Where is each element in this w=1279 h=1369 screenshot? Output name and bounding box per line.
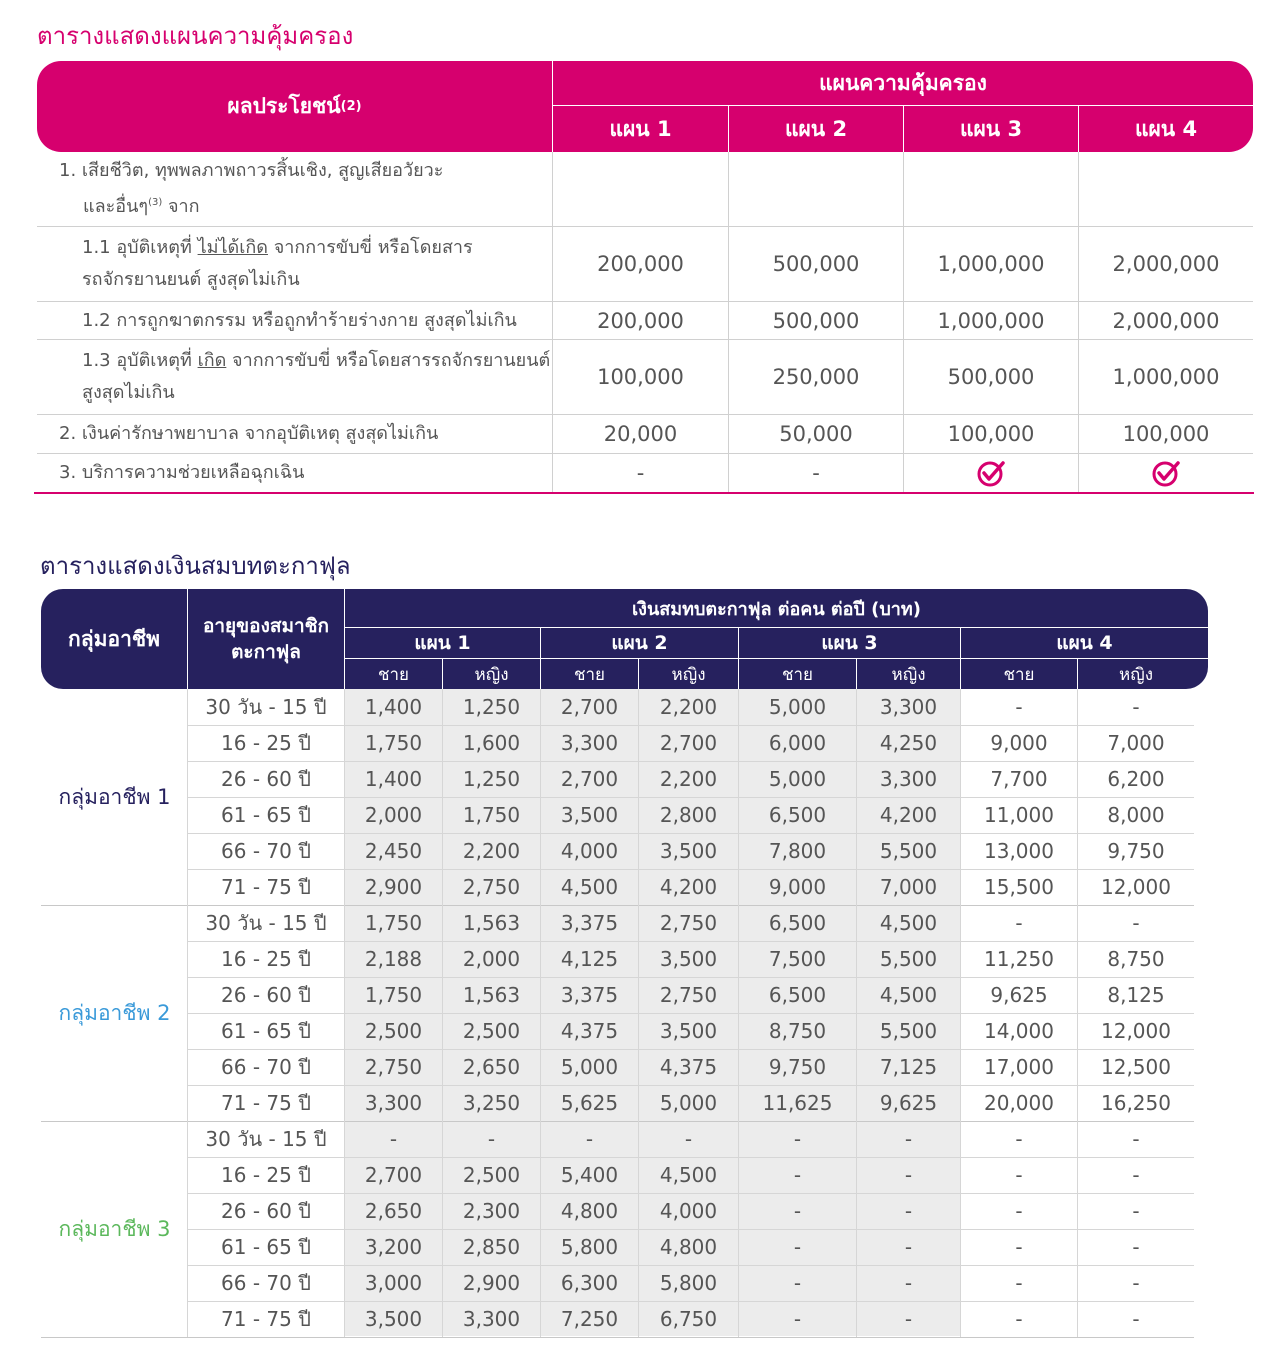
- premium-row: [188, 1301, 1194, 1337]
- premium-value: 4,500: [560, 875, 619, 899]
- premium-value: 6,750: [659, 1307, 718, 1331]
- age-range: 16 - 25 ปี: [221, 731, 311, 755]
- premium-value: 5,000: [768, 767, 827, 791]
- premium-plan-header-3: แผน 3: [821, 632, 878, 654]
- coverage-row-label: 1.2 การถูกฆาตกรรม หรือถูกทำร้ายร่างกาย สูงสุดไม่เกิน: [82, 309, 517, 331]
- premium-value: 2,700: [364, 1163, 423, 1187]
- premium-value: 4,375: [560, 1019, 619, 1043]
- premium-value: 11,250: [984, 947, 1054, 971]
- coverage-value: 100,000: [597, 365, 684, 389]
- premium-value: 11,000: [984, 803, 1054, 827]
- premium-row: [188, 689, 1194, 725]
- premium-value: 3,300: [364, 1091, 423, 1115]
- premium-value: -: [684, 1127, 693, 1151]
- premium-value: 5,000: [768, 695, 827, 719]
- premium-value: -: [1015, 1307, 1023, 1331]
- premium-value: 2,188: [364, 947, 423, 971]
- premium-value: -: [1132, 911, 1140, 935]
- premium-plan-header-4: แผน 4: [1056, 632, 1113, 654]
- premium-value: 5,000: [659, 1091, 718, 1115]
- premium-row: [188, 869, 1194, 905]
- age-range: 30 วัน - 15 ปี: [205, 911, 327, 935]
- coverage-row: [37, 302, 1253, 340]
- premium-value: 1,600: [462, 731, 521, 755]
- age-range: 16 - 25 ปี: [221, 947, 311, 971]
- coverage-value: 250,000: [772, 365, 860, 389]
- premium-value: 3,500: [364, 1307, 423, 1331]
- premium-value: 2,200: [659, 767, 718, 791]
- premium-value: -: [904, 1307, 913, 1331]
- plan-header-4: แผน 4: [1134, 116, 1198, 141]
- premium-value: 7,000: [879, 875, 938, 899]
- age-range: 30 วัน - 15 ปี: [205, 1127, 327, 1151]
- premium-value: 2,300: [462, 1199, 521, 1223]
- premium-value: 7,700: [990, 767, 1048, 791]
- coverage-row-label: 1.3 อุบัติเหตุที่ เกิด จากการขับขี่ หรือโดยสารรถจักรยานยนต์ สูงสุดไม่เกิน: [82, 350, 551, 403]
- coverage-value: 1,000,000: [1112, 365, 1220, 389]
- premium-value: 2,850: [462, 1235, 521, 1259]
- premium-value: -: [793, 1163, 802, 1187]
- premium-value: 6,200: [1107, 767, 1165, 791]
- age-range: 71 - 75 ปี: [221, 1091, 311, 1115]
- premium-value: 1,250: [462, 767, 521, 791]
- premium-value: 13,000: [984, 839, 1054, 863]
- premium-value: -: [1015, 1199, 1023, 1223]
- premium-plan-header-2: แผน 2: [611, 632, 668, 654]
- premium-value: 5,400: [560, 1163, 619, 1187]
- premium-row: [188, 1013, 1194, 1049]
- premium-value: 4,500: [879, 983, 938, 1007]
- premium-value: 2,200: [659, 695, 718, 719]
- age-range: 30 วัน - 15 ปี: [205, 695, 327, 719]
- premium-value: 2,700: [560, 767, 619, 791]
- premium-value: -: [793, 1199, 802, 1223]
- plan-header-3: แผน 3: [959, 116, 1023, 141]
- amount-header: เงินสมทบตะกาฟุล ต่อคน ต่อปี (บาท): [632, 598, 921, 620]
- premium-row: [188, 1157, 1194, 1193]
- premium-value: 2,900: [364, 875, 423, 899]
- sex-header-female: หญิง: [671, 664, 706, 685]
- coverage-value: 200,000: [597, 252, 684, 276]
- coverage-value: 2,000,000: [1112, 308, 1220, 333]
- premium-row: [188, 977, 1194, 1013]
- premium-value: 7,800: [768, 839, 827, 863]
- premium-value: 7,500: [768, 947, 827, 971]
- age-range: 26 - 60 ปี: [221, 767, 311, 791]
- premium-value: 2,900: [462, 1271, 521, 1295]
- premium-table-title: ตารางแสดงเงินสมบทตะกาฟุล: [40, 552, 351, 580]
- sex-header-male: ชาย: [573, 664, 606, 685]
- premium-value: 2,450: [364, 839, 423, 863]
- coverage-table-title: ตารางแสดงแผนความคุ้มครอง: [37, 22, 354, 50]
- premium-value: -: [904, 1271, 913, 1295]
- premium-row: [188, 1229, 1194, 1265]
- premium-value: 4,500: [659, 1163, 718, 1187]
- premium-value: 9,625: [990, 983, 1048, 1007]
- premium-value: 3,300: [462, 1307, 521, 1331]
- premium-value: 8,125: [1107, 983, 1165, 1007]
- premium-value: 4,200: [879, 803, 938, 827]
- premium-value: 4,500: [879, 911, 938, 935]
- premium-value: 2,500: [462, 1019, 521, 1043]
- group-header: กลุ่มอาชีพ: [68, 626, 160, 651]
- premium-row: [188, 725, 1194, 761]
- premium-value: 2,750: [659, 911, 718, 935]
- premium-row: [188, 1085, 1194, 1121]
- coverage-value: 500,000: [947, 365, 1035, 389]
- premium-value: 17,000: [984, 1055, 1054, 1079]
- premium-value: -: [1015, 1271, 1023, 1295]
- coverage-row: [37, 340, 1253, 415]
- coverage-value: 20,000: [603, 422, 678, 446]
- premium-value: 8,000: [1107, 803, 1165, 827]
- premium-row: [188, 761, 1194, 797]
- premium-value: 4,800: [560, 1199, 619, 1223]
- premium-value: -: [1132, 1127, 1140, 1151]
- coverage-row-label: 3. บริการความช่วยเหลือฉุกเฉิน: [59, 462, 305, 483]
- premium-value: -: [1015, 1163, 1023, 1187]
- premium-value: 5,800: [560, 1235, 619, 1259]
- age-range: 71 - 75 ปี: [221, 1307, 311, 1331]
- premium-value: 3,000: [364, 1271, 423, 1295]
- premium-value: 2,750: [659, 983, 718, 1007]
- premium-value: 2,700: [560, 695, 619, 719]
- premium-value: 12,000: [1101, 1019, 1171, 1043]
- age-range: 26 - 60 ปี: [221, 983, 311, 1007]
- premium-value: 4,375: [659, 1055, 718, 1079]
- premium-value: 2,800: [659, 803, 718, 827]
- premium-value: 1,750: [364, 983, 423, 1007]
- premium-value: 3,200: [364, 1235, 423, 1259]
- coverage-row: [37, 454, 1253, 492]
- premium-value: 4,125: [560, 947, 619, 971]
- premium-value: 5,500: [879, 947, 938, 971]
- premium-value: 16,250: [1101, 1091, 1171, 1115]
- coverage-value: 1,000,000: [937, 308, 1045, 333]
- premium-value: 1,250: [462, 695, 521, 719]
- premium-value: 4,800: [659, 1235, 718, 1259]
- premium-plan-header-1: แผน 1: [414, 632, 471, 654]
- coverage-table-bottom-rule: [34, 492, 1254, 494]
- premium-value: -: [904, 1199, 913, 1223]
- age-range: 66 - 70 ปี: [221, 839, 311, 863]
- check-icon: [1079, 454, 1253, 492]
- premium-row: [188, 1121, 1194, 1157]
- coverage-value: 100,000: [947, 422, 1035, 446]
- premium-value: 6,500: [768, 983, 827, 1007]
- premium-row: [188, 941, 1194, 977]
- premium-value: 2,200: [462, 839, 521, 863]
- premium-value: 4,000: [659, 1199, 718, 1223]
- premium-value: -: [793, 1307, 802, 1331]
- sex-header-male: ชาย: [377, 664, 410, 685]
- premium-value: 6,500: [768, 911, 827, 935]
- coverage-row-label-line1: 1. เสียชีวิต, ทุพพลภาพถาวรสิ้นเชิง, สูญเสียอวัยวะ: [59, 160, 444, 181]
- premium-value: 3,500: [560, 803, 619, 827]
- premium-value: 3,375: [560, 983, 619, 1007]
- coverage-value: 500,000: [772, 308, 860, 333]
- premium-value: 3,500: [659, 839, 718, 863]
- premium-value: 15,500: [984, 875, 1054, 899]
- premium-value: 5,500: [879, 839, 938, 863]
- sex-header-male: ชาย: [781, 664, 814, 685]
- premium-value: -: [1132, 1307, 1140, 1331]
- coverage-row: [37, 227, 1253, 302]
- premium-value: 5,800: [659, 1271, 718, 1295]
- premium-value: -: [1132, 695, 1140, 719]
- coverage-row: [37, 415, 1253, 454]
- coverage-row-label: 1.1 อุบัติเหตุที่ ไม่ได้เกิด จากการขับขี่ หรือโดยสาร รถจักรยานยนต์ สูงสุดไม่เกิน: [82, 237, 473, 290]
- age-range: 26 - 60 ปี: [221, 1199, 311, 1223]
- premium-value: 2,000: [364, 803, 423, 827]
- premium-value: 2,500: [364, 1019, 423, 1043]
- premium-value: 6,000: [768, 731, 827, 755]
- occupation-group-label: กลุ่มอาชีพ 1: [58, 784, 171, 809]
- premium-row: [188, 1193, 1194, 1229]
- premium-value: 3,300: [879, 767, 938, 791]
- premium-value: 1,750: [364, 731, 423, 755]
- age-range: 66 - 70 ปี: [221, 1055, 311, 1079]
- premium-value: -: [904, 1235, 913, 1259]
- premium-value: 1,563: [462, 911, 521, 935]
- premium-value: 1,400: [364, 695, 423, 719]
- premium-value: -: [1015, 911, 1023, 935]
- age-range: 61 - 65 ปี: [221, 1019, 311, 1043]
- premium-value: -: [793, 1127, 802, 1151]
- premium-value: 14,000: [984, 1019, 1054, 1043]
- premium-value: 2,500: [462, 1163, 521, 1187]
- premium-value: 3,250: [462, 1091, 521, 1115]
- premium-value: 2,650: [364, 1199, 423, 1223]
- premium-value: 6,500: [768, 803, 827, 827]
- occupation-group-label: กลุ่มอาชีพ 2: [58, 1000, 171, 1025]
- age-header: อายุของสมาชิก ตะกาฟุล: [202, 615, 330, 663]
- premium-value: -: [389, 1127, 398, 1151]
- plan-header-1: แผน 1: [609, 116, 672, 141]
- premium-value: 4,000: [560, 839, 619, 863]
- age-range: 61 - 65 ปี: [221, 1235, 311, 1259]
- premium-value: -: [1132, 1235, 1140, 1259]
- premium-value: 5,000: [560, 1055, 619, 1079]
- premium-value: 1,750: [364, 911, 423, 935]
- premium-value: -: [487, 1127, 496, 1151]
- premium-value: 9,750: [1107, 839, 1165, 863]
- coverage-value: -: [636, 461, 645, 485]
- sex-header-male: ชาย: [1003, 664, 1035, 685]
- coverage-value: 500,000: [772, 252, 860, 276]
- coverage-value: 100,000: [1122, 422, 1210, 446]
- premium-value: 3,375: [560, 911, 619, 935]
- premium-table-body: [41, 689, 1208, 1336]
- premium-value: -: [793, 1271, 802, 1295]
- premium-row: [188, 833, 1194, 869]
- premium-value: 4,250: [879, 731, 938, 755]
- premium-row: [188, 905, 1194, 941]
- premium-value: 3,500: [659, 1019, 718, 1043]
- premium-value: -: [1132, 1199, 1140, 1223]
- coverage-value: 2,000,000: [1112, 252, 1220, 276]
- coverage-row-label-line2: และอื่นๆ$^{(3)}$ จาก: [83, 196, 200, 217]
- premium-value: -: [1015, 1235, 1023, 1259]
- premium-value: 11,625: [762, 1091, 833, 1115]
- premium-value: 20,000: [984, 1091, 1054, 1115]
- premium-value: 2,750: [364, 1055, 423, 1079]
- premium-value: 9,000: [990, 731, 1048, 755]
- sex-header-female: หญิง: [891, 664, 926, 685]
- premium-value: 3,300: [879, 695, 938, 719]
- premium-value: -: [793, 1235, 802, 1259]
- benefit-header: [37, 61, 552, 152]
- age-range: 16 - 25 ปี: [221, 1163, 311, 1187]
- plan-header-2: แผน 2: [784, 116, 848, 141]
- premium-value: 1,563: [462, 983, 521, 1007]
- premium-value: 2,700: [659, 731, 718, 755]
- premium-value: 12,000: [1101, 875, 1171, 899]
- premium-value: -: [1132, 1271, 1140, 1295]
- premium-value: 3,300: [560, 731, 619, 755]
- premium-value: 5,500: [879, 1019, 938, 1043]
- premium-value: -: [1015, 695, 1023, 719]
- premium-value: 7,000: [1107, 731, 1165, 755]
- premium-value: 8,750: [768, 1019, 827, 1043]
- premium-row: [188, 797, 1194, 833]
- premium-value: 5,625: [560, 1091, 619, 1115]
- sex-header-female: หญิง: [474, 664, 509, 685]
- premium-value: 9,750: [768, 1055, 827, 1079]
- benefit-header-label: ผลประโยชน์: [227, 94, 341, 118]
- benefit-header-note: (2): [340, 99, 362, 114]
- check-icon: [904, 454, 1078, 492]
- age-range: 71 - 75 ปี: [221, 875, 311, 899]
- premium-value: 7,250: [560, 1307, 619, 1331]
- coverage-value: -: [812, 461, 820, 485]
- premium-value: 1,750: [462, 803, 521, 827]
- plans-header: แผนความคุ้มครอง: [819, 70, 987, 95]
- premium-value: -: [585, 1127, 594, 1151]
- premium-value: 3,500: [659, 947, 718, 971]
- premium-value: -: [1015, 1127, 1023, 1151]
- premium-value: 8,750: [1107, 947, 1165, 971]
- coverage-value: 200,000: [597, 308, 684, 333]
- premium-value: 9,625: [879, 1091, 938, 1115]
- sex-header-female: หญิง: [1119, 664, 1153, 685]
- premium-value: 1,400: [364, 767, 423, 791]
- premium-table-header: [41, 589, 1208, 689]
- premium-value: 2,000: [462, 947, 521, 971]
- age-range: 61 - 65 ปี: [221, 803, 311, 827]
- premium-value: -: [904, 1163, 913, 1187]
- age-range: 66 - 70 ปี: [221, 1271, 311, 1295]
- occupation-group-label: กลุ่มอาชีพ 3: [58, 1216, 171, 1241]
- premium-value: 4,200: [659, 875, 718, 899]
- premium-value: 2,650: [462, 1055, 521, 1079]
- coverage-value: 50,000: [779, 422, 853, 446]
- premium-value: -: [904, 1127, 913, 1151]
- premium-value: 7,125: [879, 1055, 938, 1079]
- coverage-row-label: 2. เงินค่ารักษาพยาบาล จากอุบัติเหตุ สูงสุดไม่เกิน: [59, 423, 439, 444]
- premium-value: 6,300: [560, 1271, 619, 1295]
- premium-value: -: [1132, 1163, 1140, 1187]
- coverage-value: 1,000,000: [937, 252, 1045, 276]
- premium-row: [188, 1265, 1194, 1301]
- premium-value: 12,500: [1101, 1055, 1171, 1079]
- coverage-table-header: [37, 61, 1253, 152]
- premium-value: 9,000: [768, 875, 827, 899]
- coverage-row: [37, 152, 1253, 227]
- coverage-row-label: [37, 152, 552, 226]
- premium-value: 2,750: [462, 875, 521, 899]
- premium-row: [188, 1049, 1194, 1085]
